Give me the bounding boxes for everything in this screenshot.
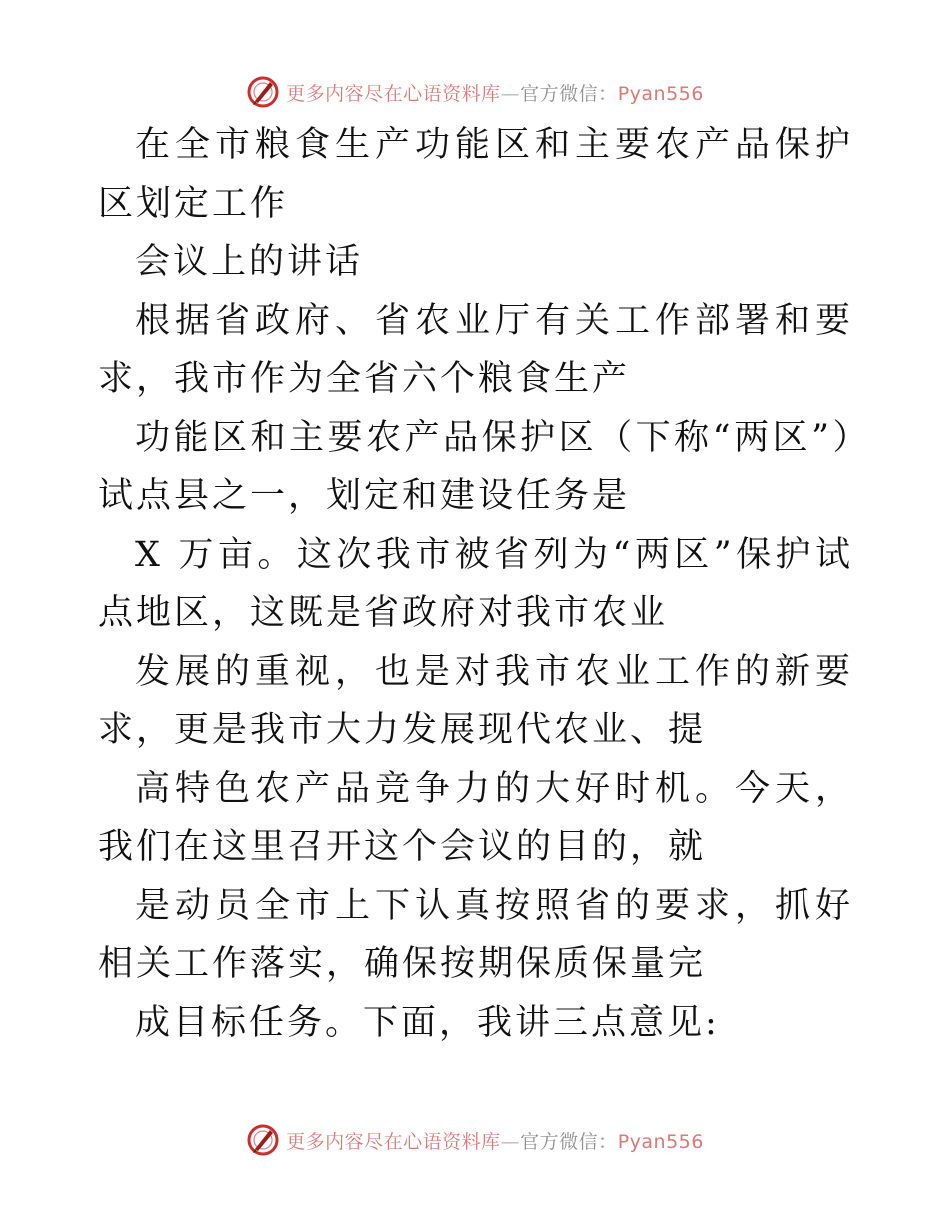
watermark-official-label: 官方微信： bbox=[520, 82, 618, 105]
paragraph: 成目标任务。下面，我讲三点意见: bbox=[135, 1002, 720, 1043]
watermark-title: 更多内容尽在心语资料库 bbox=[286, 1130, 501, 1153]
quill-pen-logo-icon bbox=[246, 1123, 280, 1157]
watermark-wechat-id: Pyan556 bbox=[617, 82, 704, 105]
document-title-line-1: 在全市粮食生产功能区和主要农产品保护区划定工作 bbox=[98, 125, 853, 224]
watermark-text bbox=[286, 1127, 704, 1154]
paragraph: 功能区和主要农产品保护区（下称“两区”）试点县之一，划定和建设任务是 bbox=[98, 417, 853, 516]
watermark-text bbox=[286, 79, 704, 106]
watermark-title: 更多内容尽在心语资料库 bbox=[286, 82, 501, 105]
document-title-line-2: 会议上的讲话 bbox=[135, 242, 364, 282]
footer-watermark bbox=[0, 1120, 950, 1160]
paragraph: X 万亩。这次我市被省列为“两区”保护试点地区，这既是省政府对我市农业 bbox=[98, 534, 853, 633]
paragraph: 发展的重视，也是对我市农业工作的新要求，更是我市大力发展现代农业、提 bbox=[98, 651, 853, 750]
paragraph: 是动员全市上下认真按照省的要求，抓好相关工作落实，确保按期保质保量完 bbox=[98, 885, 853, 984]
watermark-dash: — bbox=[500, 1130, 521, 1153]
paragraph: 根据省政府、省农业厅有关工作部署和要求，我市作为全省六个粮食生产 bbox=[98, 300, 853, 399]
watermark-dash: — bbox=[500, 82, 521, 105]
document-body bbox=[98, 116, 853, 1052]
watermark-wechat-id: Pyan556 bbox=[617, 1130, 704, 1153]
header-watermark bbox=[0, 72, 950, 112]
quill-pen-logo-icon bbox=[246, 75, 280, 109]
paragraph: 高特色农产品竞争力的大好时机。今天，我们在这里召开这个会议的目的，就 bbox=[98, 768, 853, 867]
watermark-official-label: 官方微信： bbox=[520, 1130, 618, 1153]
